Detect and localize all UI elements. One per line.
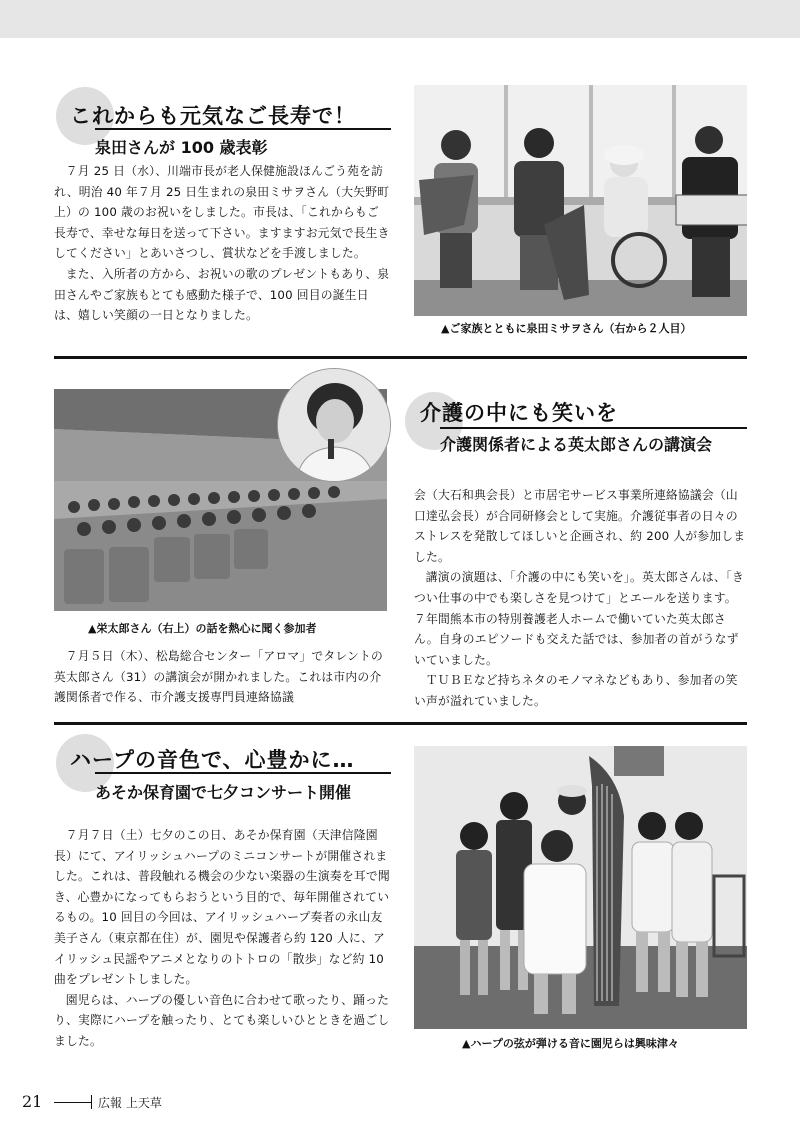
article3-title: ハープの音色で、心豊かに… — [70, 748, 355, 772]
article2-paragraph-1b: 会（大石和典会長）と市居宅サービス事業所連絡協議会（山口達弘会長）が合同研修会として実施。介護従事者の日々のストレスを発散してほしいと企画され、約 200 人が参加しました。 — [414, 488, 746, 564]
article3-paragraph-2: 園児らは、ハープの優しい音色に合わせて歌ったり、踊ったり、実際にハープを触ったり、とても楽しいひとときを過ごしました。 — [54, 992, 390, 1048]
article2-body-left — [54, 646, 387, 708]
article1-body — [54, 161, 391, 326]
article2-body-right — [414, 485, 747, 712]
top-bar — [0, 0, 800, 38]
article3-paragraph-1: ７月７日（土）七夕のこの日、あそか保育園（天津信隆園長）にて、アイリッシュハープのミニコンサートが開催されました。これは、普段触れる機会の少ない楽器の生演奏を耳で聞き、心豊かになってもらおうという目的で、毎年開催されているもの。10 回目の今回は、アイリッシュハープ奏者の永山友美子さん（東京都在住）が、園児や保護者ら約 120 人に、アイリッシュ民謡やアニメとなりのトトロの「散歩」など約 10 曲をプレゼントしました。 — [54, 828, 390, 987]
page-number: 21 — [22, 1092, 43, 1111]
speaker-portrait — [277, 368, 391, 482]
article2-title-rule — [440, 427, 747, 429]
article2-title: 介護の中にも笑いを — [420, 401, 618, 425]
article2-subtitle: 介護関係者による英太郎さんの講演会 — [440, 435, 713, 454]
article3-title-rule — [95, 772, 391, 774]
section-divider — [54, 722, 747, 725]
photo-harp-children — [414, 746, 747, 1029]
article2-paragraph-1a: ７月５日（木）、松島総合センター「アロマ」でタレントの英太郎さん（31）の講演会が開かれました。これは市内の介護関係者で作る、市介護支援専門員連絡協議 — [54, 649, 384, 705]
article3-body — [54, 825, 391, 1052]
article3-subtitle: あそか保育園で七夕コンサート開催 — [95, 783, 352, 802]
footer-rule — [54, 1102, 92, 1103]
photo-family-celebration — [414, 85, 747, 316]
article1-paragraph-2: また、入所者の方から、お祝いの歌のプレゼントもあり、泉田さんやご家族もとても感動た様子で、100 回目の誕生日は、嬉しい笑顔の一日となりました。 — [54, 266, 390, 323]
article1-caption: ▲ご家族とともに泉田ミサヲさん（右から２人目） — [441, 322, 692, 335]
article1-subtitle: 泉田さんが 100 歳表彰 — [95, 138, 268, 157]
article1-paragraph-1: ７月 25 日（水）、川端市長が老人保健施設ほんごう苑を訪れ、明治 40 年７月 25 日生まれの泉田ミサヲさん（大矢野町上）の 100 歳のお祝いをしました。市長は、「これからもご長寿で、幸せな毎日を送って下さい。ますますお元気で長生きしてください」とあいさつし、賞状などを手渡しました。 — [54, 164, 390, 261]
article2-paragraph-3: ＴＵＢＥなど持ちネタのモノマネなどもあり、参加者の笑い声が溢れていました。 — [414, 673, 738, 708]
article1-title-rule — [95, 128, 391, 130]
footer-tick — [91, 1095, 92, 1109]
article1-title: これからも元気なご長寿で！ — [70, 104, 356, 128]
article2-paragraph-2: 講演の演題は、「介護の中にも笑いを」。英太郎さんは、「きつい仕事の中でも楽しさを見つけて」とエールを送ります。７年間熊本市の特別養護老人ホームで働いていた英太郎さん。自身のエピソードも交えた話では、参加者の首がうなずいていました。 — [414, 570, 745, 667]
section-divider — [54, 356, 747, 359]
publication-name: 広報 上天草 — [98, 1096, 162, 1110]
article2-caption: ▲栄太郎さん（右上）の話を熱心に聞く参加者 — [88, 622, 317, 635]
article3-caption: ▲ハープの弦が弾ける音に園児らは興味津々 — [462, 1037, 679, 1050]
